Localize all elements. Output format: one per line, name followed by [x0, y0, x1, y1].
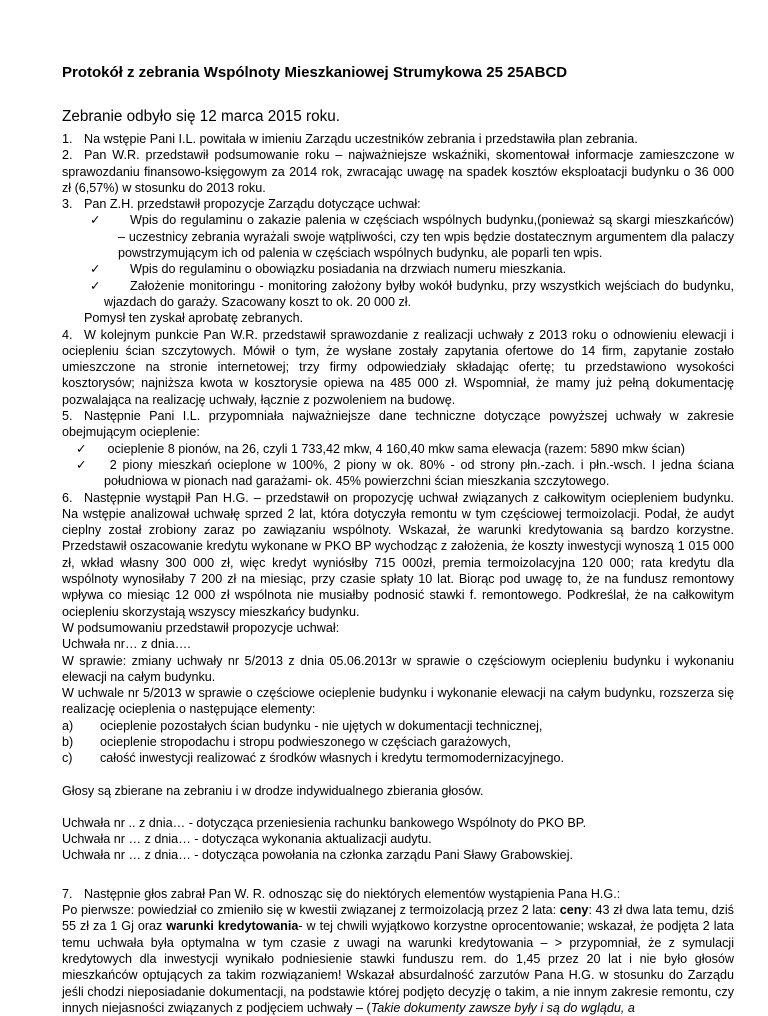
resolution-body: W uchwale nr 5/2013 w sprawie o częściowe ocieplenie budynku i wykonanie elewacji na całym budynku, rozszerza się realizację ocieplenia o następujące elementy: — [62, 686, 734, 717]
resolution-board-member: Uchwała nr … z dnia… - dotycząca powołania na członka zarządu Pani Sławy Grabowskiej. — [62, 848, 573, 863]
check-bullet-monitoring: ✓ Założenie monitoringu - monitoring założony byłby wokół budynku, przy wszystkich wejściach do budynku, wjazdach do garaży. Szacowany koszt to ok. 20 000 zł. — [90, 278, 734, 309]
check-bullet-door-number: ✓ Wpis do regulaminu o obowiązku posiadania na drzwiach numeru mieszkania. — [90, 262, 567, 277]
item-2 — [62, 147, 734, 196]
checkmark-icon: ✓ — [76, 457, 87, 472]
checkmark-icon: ✓ — [90, 278, 101, 293]
item-text: W kolejnym punkcie Pan W.R. przedstawił sprawozdanie z realizacji uchwały z 2013 roku o odnowieniu elewacji i ociepleniu ścian szczytowych. Mówił o tym, że wysłane zostały zapytania ofertowe do 14 firm, zapytanie zostało umieszczone na stronie internetowej; trzy firmy odpowiedziały składając ofertę; tu przedstawiono wysokości kosztorysów; najniższa kwota w kosztorysie opiewa na 485 000 zł. Wspomniał, że mamy już pełną dokumentację pozwalająca na realizację uchwały, łącznie z pozwoleniem na budowę. — [62, 327, 734, 407]
item-text: Pan Z.H. przedstawił propozycje Zarządu dotyczące uchwał: — [84, 197, 421, 212]
resolution-bank: Uchwała nr .. z dnia… - dotycząca przeniesienia rachunku bankowego Wspólnoty do PKO BP. — [62, 815, 587, 830]
resolution-header: Uchwała nr… z dnia…. — [62, 637, 191, 652]
votes-note: Głosy są zbierane na zebraniu i w drodze indywidualnego zbierania głosów. — [62, 783, 484, 798]
checkmark-icon: ✓ — [76, 441, 87, 456]
resolution-point-a: a) ocieplenie pozostałych ścian budynku - nie ujętych w dokumentacji technicznej, — [62, 718, 543, 733]
item-3 — [62, 196, 734, 212]
item-number: 4. — [62, 327, 73, 342]
item-text: Na wstępie Pani I.L. powitała w imieniu Zarządu uczestników zebrania i przedstawiła plan zebrania. — [84, 132, 638, 146]
meeting-date: Zebranie odbyło się 12 marca 2015 roku. — [62, 108, 341, 125]
emphasis-credit: warunki kredytowania — [166, 919, 299, 934]
item-number: 7. — [62, 886, 73, 901]
item-number: 3. — [62, 197, 73, 212]
item-text: Następnie Pani I.L. przypomniała najważniejsze dane techniczne dotyczące powyższej uchwały w zakresie obejmującym ocieplenie: — [62, 409, 734, 440]
item-number: 6. — [62, 490, 73, 505]
checkmark-icon: ✓ — [90, 213, 101, 228]
item-text: Następnie wystąpił Pan H.G. – przedstawił on propozycję uchwał związanych z całkowitym ociepleniem budynku. Na wstępie analizował uchwałę sprzed 2 lat, która dotyczyła remontu w tym częściowej termoizolacji. Podał, że audyt cieplny został zrobiony zaraz po zawiązaniu wspólnoty. Wskazał, że warunki kredytowania są bardzo korzystne. Przedstawił oszacowanie kredytu wykonane w PKO BP wychodząc z założenia, że koszty inwestycji wynoszą 1 015 000 zł, wkład własny 300 000 zł, więc kredyt wyniósłby 715 000zł, premia termoizolacyjna 120 000; rata kredytu dla wspólnoty wynosiłaby 7 200 zł na miesiąc, przy czasie spłaty 10 lat. Biorąc pod uwagę to, że na fundusz remontowy wpływa co miesiąc 12 000 zł wspólnota nie musiałby podnosić stawki f. remontowego. Podkreślał, że na całkowitym ociepleniu skorzystają wszyscy mieszkańcy budynku. — [62, 490, 734, 619]
item-number: 1. — [62, 132, 73, 146]
resolution-point-b: b) ocieplenie stropodachu i stropu podwieszonego w częściach garażowych, — [62, 734, 511, 749]
item-number: 5. — [62, 409, 73, 424]
item-5 — [62, 408, 734, 441]
item-7-body: Po pierwsze: powiedział co zmieniło się w kwestii związanej z termoizolacją przez 2 lata: ceny: 43 zł dwa lata temu, dziś 55 zł za 1 Gj oraz warunki kredytowania- w tej chwili wyjątkowo korzystne oprocentowanie; wskazał, że podjęta 2 lata temu uchwała była optymalna w tym czasie z uwagi na warunki kredytowania – > przypomniał, że z symulacji kredytowych dla inwestycji wynikało podniesienie stawki funduszu rem. do 1,45 przez 20 lat i nie było głosów mieszkańców optujących za takim rozwiązaniem! Wskazał absurdalność zarzutów Pana H.G. w stosunku do Zarządu jeśli chodzi nieposiadanie dokumentacji, na podstawie której podjęto decyzję o takim, a nie innym zakresie remontu, czy innych niejasności związanych z podjęciem uchwały – (Takie dokumenty zawsze były i są do wglądu, a — [62, 903, 734, 1015]
item-6-summary: W podsumowaniu przedstawił propozycje uchwał: — [62, 620, 340, 635]
emphasis-prices: ceny — [559, 903, 589, 918]
check-bullet-risers: ✓ 2 piony mieszkań ocieplone w 100%, 2 piony w ok. 80% - od strony płn.-zach. i płn.-wsch. I jedna ściana południowa w pionach nad garażami- ok. 45% powierzchni ścian mieszkania szczytowego. — [76, 457, 734, 489]
item-number: 2. — [62, 148, 73, 163]
italic-note: Takie dokumenty zawsze były i są do wglądu, a — [370, 1000, 635, 1015]
item-text: Pan W.R. przedstawił podsumowanie roku – najważniejsze wskaźniki, skomentował informacje zamieszczone w sprawozdaniu finansowo-księgowym za 2014 rok, zwracając uwagę na spadek kosztów eksploatacji budynku o 36 000 zł (6,57%) w stosunku do 2013 roku. — [62, 148, 734, 195]
resolution-point-c: c) całość inwestycji realizować z środków własnych i kredytu termomodernizacyjnego. — [62, 751, 565, 766]
document-title: Protokół z zebrania Wspólnoty Mieszkaniowej Strumykowa 25 25ABCD — [62, 64, 568, 81]
item-3-conclusion: Pomysł ten zyskał aprobatę zebranych. — [84, 311, 304, 326]
item-text: Następnie głos zabrał Pan W. R. odnosząc się do niektórych elementów wystąpienia Pana H.G.: — [84, 886, 621, 901]
item-1 — [62, 131, 734, 147]
item-7 — [62, 886, 734, 902]
check-bullet-insulation: ✓ ocieplenie 8 pionów, na 26, czyli 1 733,42 mkw, 4 160,40 mkw sama elewacja (razem: 5890 mkw ścian) — [76, 441, 686, 456]
check-bullet-smoking: ✓ Wpis do regulaminu o zakazie palenia w częściach wspólnych budynku,(ponieważ są skargi mieszkańców) – uczestnicy zebrania wyrażali swoje wątpliwości, czy ten wpis będzie dostatecznym argumentem dla palaczy powstrzymującym ich od palenia w częściach wspólnych budynku, ale poparli ten wpis. — [90, 213, 734, 261]
resolution-audit: Uchwała nr … z dnia… - dotycząca wykonania aktualizacji audytu. — [62, 832, 432, 847]
checkmark-icon: ✓ — [90, 262, 101, 277]
document-page — [62, 64, 734, 1016]
item-4 — [62, 327, 734, 408]
resolution-subject: W sprawie: zmiany uchwały nr 5/2013 z dnia 05.06.2013r w sprawie o częściowym ociepleniu budynku i wykonaniu elewacji na całym budynku. — [62, 653, 734, 684]
item-6 — [62, 490, 734, 620]
